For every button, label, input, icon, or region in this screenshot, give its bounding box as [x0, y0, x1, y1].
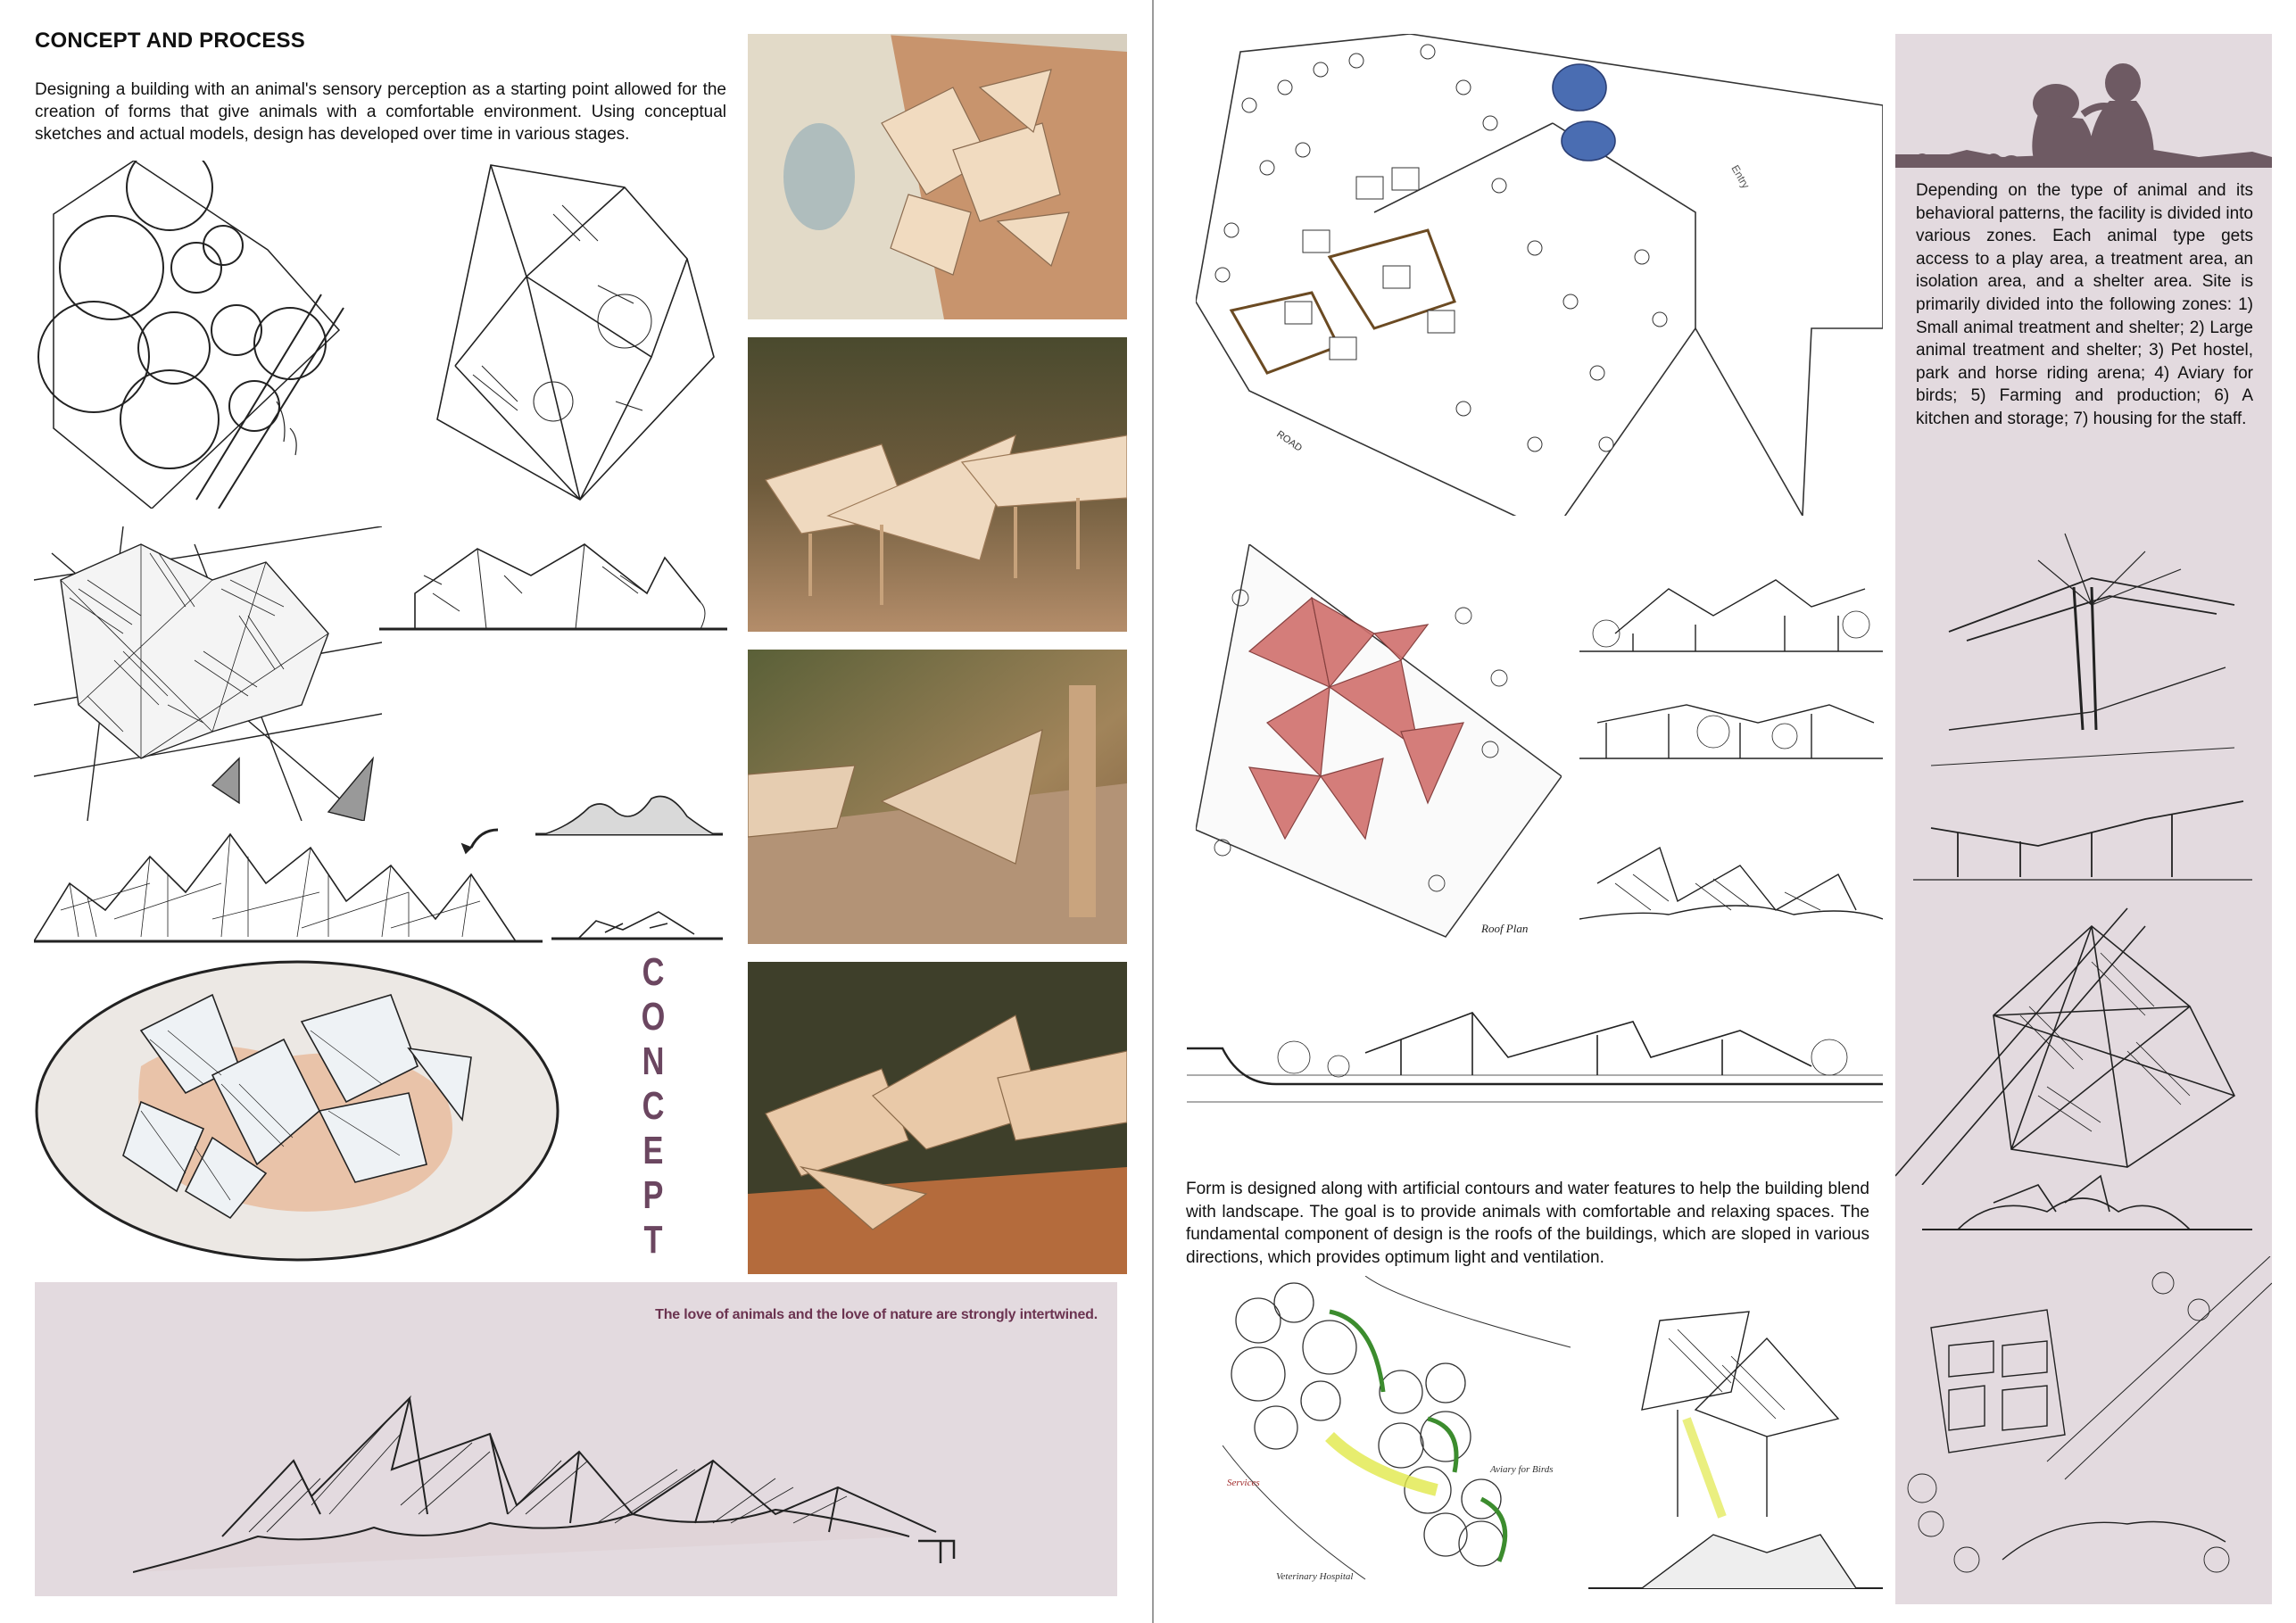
- quote-text: The love of animals and the love of nature are strongly intertwined.: [655, 1307, 1098, 1322]
- page-title: CONCEPT AND PROCESS: [35, 29, 305, 53]
- site-layout-sketch: [1895, 1256, 2272, 1604]
- aviary-label: Aviary for Birds: [1490, 1464, 1554, 1475]
- veterinary-label: Veterinary Hospital: [1276, 1571, 1354, 1582]
- roofline-elevation-sketch: [133, 1380, 1043, 1586]
- model-photo-perspective-1: [748, 337, 1127, 632]
- section-sketch: [379, 540, 727, 638]
- concept-letter: C: [642, 1084, 665, 1128]
- form-paragraph: Form is designed along with artificial contours and water features to help the building blend with landscape. The goal is to provide animals with comfortable and relaxing spaces. The fundamental component of design is the roofs of the buildings, which are sloped in various directions, which provides optimum light and ventilation.: [1186, 1180, 1869, 1267]
- concept-model-drawing: [34, 959, 560, 1263]
- concept-letter: N: [642, 1039, 665, 1083]
- roof-plan-red: [1196, 544, 1562, 955]
- model-photo-top-view: [748, 34, 1127, 319]
- concept-letter: T: [643, 1218, 663, 1262]
- concept-letter: P: [642, 1173, 664, 1217]
- services-label: Services: [1227, 1478, 1260, 1488]
- sidebar-panel: [1895, 34, 2272, 1604]
- bubble-diagram-sketch: [36, 161, 375, 509]
- isolation-ward-sketch: [1588, 1285, 1883, 1597]
- roof-plan-sketch: [34, 526, 382, 821]
- concept-letter: O: [641, 995, 666, 1039]
- site-zoning-sketch: [419, 152, 723, 504]
- long-section-sketch: [1187, 1004, 1883, 1120]
- model-photo-perspective-3: [748, 962, 1127, 1274]
- canopy-elevation-sketch: [1913, 783, 2252, 890]
- hill-outline-sketch: [535, 785, 723, 839]
- animal-silhouette-illustration: [1895, 34, 2272, 168]
- functional-bubble-diagram: [1223, 1276, 1579, 1597]
- zones-paragraph: Depending on the type of animal and its behavioral patterns, the facility is divided into various zones. Each animal type gets access to a play area, a treatment area, an isolation area, and a shelter area. Site is primarily divided into the following zones: 1) Small animal treatment and shelter; 2) Large animal treatment and shelter; 3) Pet hostel, park and horse riding arena; 4) Aviary for birds; 5) Farming and production; 6) A kitchen and storage; 7) housing for the staff.: [1916, 181, 2253, 428]
- mound-elevation-sketch: [1922, 1167, 2252, 1238]
- intro-paragraph: Designing a building with an animal's sensory perception as a starting point allowed for the creation of forms that give animals with a comfortable environment. Using conceptual sketches and actual models, design has developed over time in various stages.: [35, 80, 726, 144]
- site-road-label: ROAD: [1274, 428, 1305, 454]
- diagonal-plan-sketch: [1895, 890, 2272, 1185]
- vertical-concept-word: [639, 950, 667, 1263]
- roof-plan-label: Roof Plan: [1481, 922, 1529, 935]
- column-roof-detail-sketch: [1913, 498, 2252, 783]
- quote-band: [35, 1282, 1117, 1596]
- concept-letter: C: [642, 950, 665, 994]
- concept-letter: E: [642, 1129, 664, 1172]
- site-plan-drawing: [1196, 34, 1883, 516]
- perspective-sketch-3: [1579, 830, 1883, 937]
- perspective-sketch-2: [1579, 678, 1883, 767]
- mountain-roofline-sketch: [34, 821, 543, 946]
- model-photo-perspective-2: [748, 650, 1127, 944]
- perspective-sketch-1: [1579, 571, 1883, 660]
- ground-section-sketch: [551, 892, 723, 946]
- site-entry-label: Entry: [1728, 162, 1753, 191]
- page-divider: [1152, 0, 1154, 1623]
